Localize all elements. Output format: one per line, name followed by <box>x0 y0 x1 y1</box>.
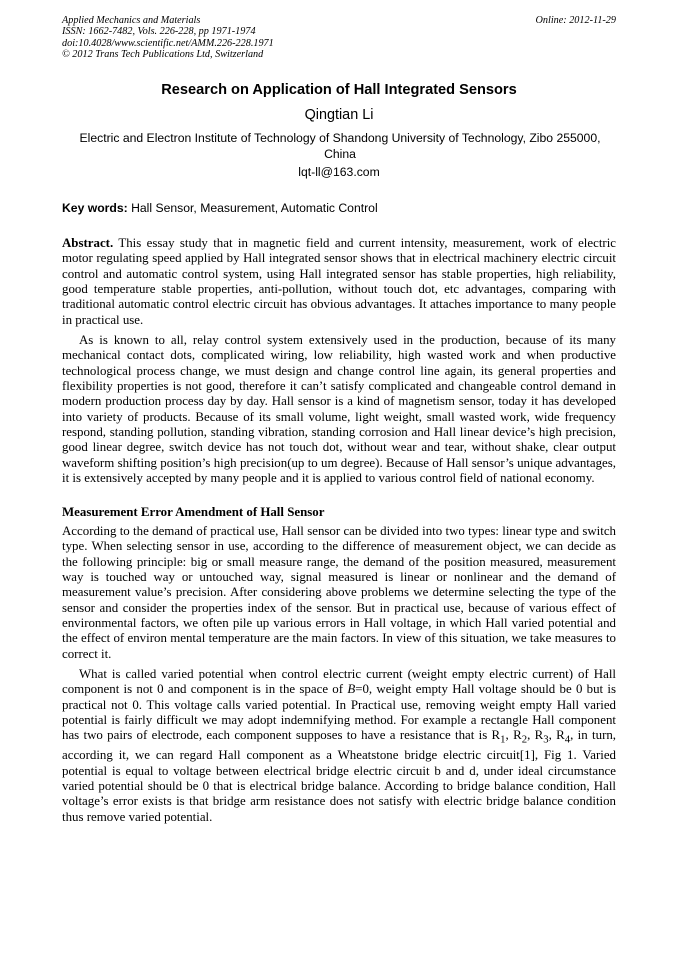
resistor-sep-2: , R <box>527 728 544 743</box>
journal-name: Applied Mechanics and Materials <box>62 15 201 26</box>
author-email[interactable]: lqt-ll@163.com <box>298 165 380 179</box>
author-affiliation: Electric and Electron Institute of Technology of Shandong University of Technology, Zibo 255000, China <box>79 131 601 161</box>
paper-body <box>62 236 616 830</box>
journal-header <box>62 15 616 61</box>
keywords-line <box>62 201 616 216</box>
issn-line: ISSN: 1662-7482, Vols. 226-228, pp 1971-1974 <box>62 26 256 38</box>
variable-b: B <box>347 682 356 697</box>
section-paragraph-2 <box>62 667 616 825</box>
section-heading: Measurement Error Amendment of Hall Sensor <box>62 504 325 519</box>
online-date: Online: 2012-11-29 <box>535 15 616 26</box>
copyright-line: © 2012 Trans Tech Publications Ltd, Switzerland <box>62 49 264 61</box>
section-paragraph-1: According to the demand of practical use, Hall sensor can be divided into two types: linear type and switch type. When selecting sensor in use, according to the difference of measurement object, we can decide as the following principle: big or small measure range, the demand of the position measured, measurement way is touched way or untouched way, signal measured is linear or nonlinear and the demand of measurement value’s precision. After considering above problems we determine selecting the type of the sensor and consider the properties index of the sensor. But in practical use, because of various effect of environmental factors, we often pile up various errors in Hall voltage, in which Hall varied potential and the effect of environ mental temperature are the main factors. In view of this situation, we take measures to correct it. <box>62 523 616 661</box>
resistor-sep-1: , R <box>505 728 522 743</box>
keywords-text: Hall Sensor, Measurement, Automatic Control <box>131 201 378 215</box>
abstract-paragraph <box>62 236 616 328</box>
resistor-sep-3: , R <box>548 728 565 743</box>
author-name: Qingtian Li <box>304 107 374 123</box>
keywords-label: Key words: <box>62 201 128 215</box>
subscript-2: 2 <box>521 733 528 746</box>
subscript-1: 1 <box>500 733 506 746</box>
para2-text-a: What is called varied potential when control electric current (weight empty electric current) of Hall component is not 0 and component is in the space of <box>62 666 616 697</box>
subscript-3: 3 <box>543 733 549 746</box>
abstract-text: This essay study that in magnetic field and current intensity, measurement, work of electric motor regulating speed applied by Hall integrated sensor shows that in electrical machinery electric circuit control and automatic control system, using Hall integrated sensor has stable properties, high reliability, good temperature stable properties, anti-pollution, without touch dot, etc advantages, comparing with traditional automatic control electric circuit has obvious advantages. It attaches importance to many people in practical use. <box>62 236 616 327</box>
para2-text-c: , in turn, according it, we can regard Hall component as a Wheatstone bridge electric circuit[1], Fig 1. Varied potential is equal to voltage between electrical bridge electric circuit b and d, under ideal circumstance varied potential should be 0 that is electrical bridge balance. According to bridge balance condition, Hall voltage’s error exists is that bridge arm resistance does not satisfy with electric bridge balance condition thus remove varied potential. <box>62 728 617 824</box>
abstract-label: Abstract. <box>62 236 114 250</box>
paper-title: Research on Application of Hall Integrated Sensors <box>161 82 517 98</box>
doi-line[interactable]: doi:10.4028/www.scientific.net/AMM.226-228.1971 <box>62 37 274 49</box>
subscript-4: 4 <box>564 733 571 746</box>
para2-text-b: =0, weight empty Hall voltage should be 0 but is practical not 0. This voltage calls varied potential. In Practical use, removing weight empty Hall varied potential is fairly difficult we may adopt indemnifying method. For example a rectangle Hall component has two pairs of electrode, each component supposes to have a resistance that is R <box>62 682 616 743</box>
intro-paragraph: As is known to all, relay control system extensively used in the production, because of its many mechanical contact dots, complicated wiring, low reliability, high wasted work and when productive technological process change, we must design and change control line again, its general properties and flexibility properties is not good, therefore it can’t satisfy complicated and changeable control demand in modern production process day by day. Hall sensor is a kind of magnetism sensor, today it has developed into variety of products. Because of its small volume, light weight, small wasted work, wide frequency respond, standing pollution, standing vibration, standing corrosion and Hall linear device’s high precision, good linear degree, switch device has not touch dot, without wear and tear, without shake, clear output waveform shifting position’s high precision(up to um degree). Because of Hall sensor’s unique advantages, it is extensively accepted by many people and it is applied to various control field of national economy. <box>62 333 616 486</box>
